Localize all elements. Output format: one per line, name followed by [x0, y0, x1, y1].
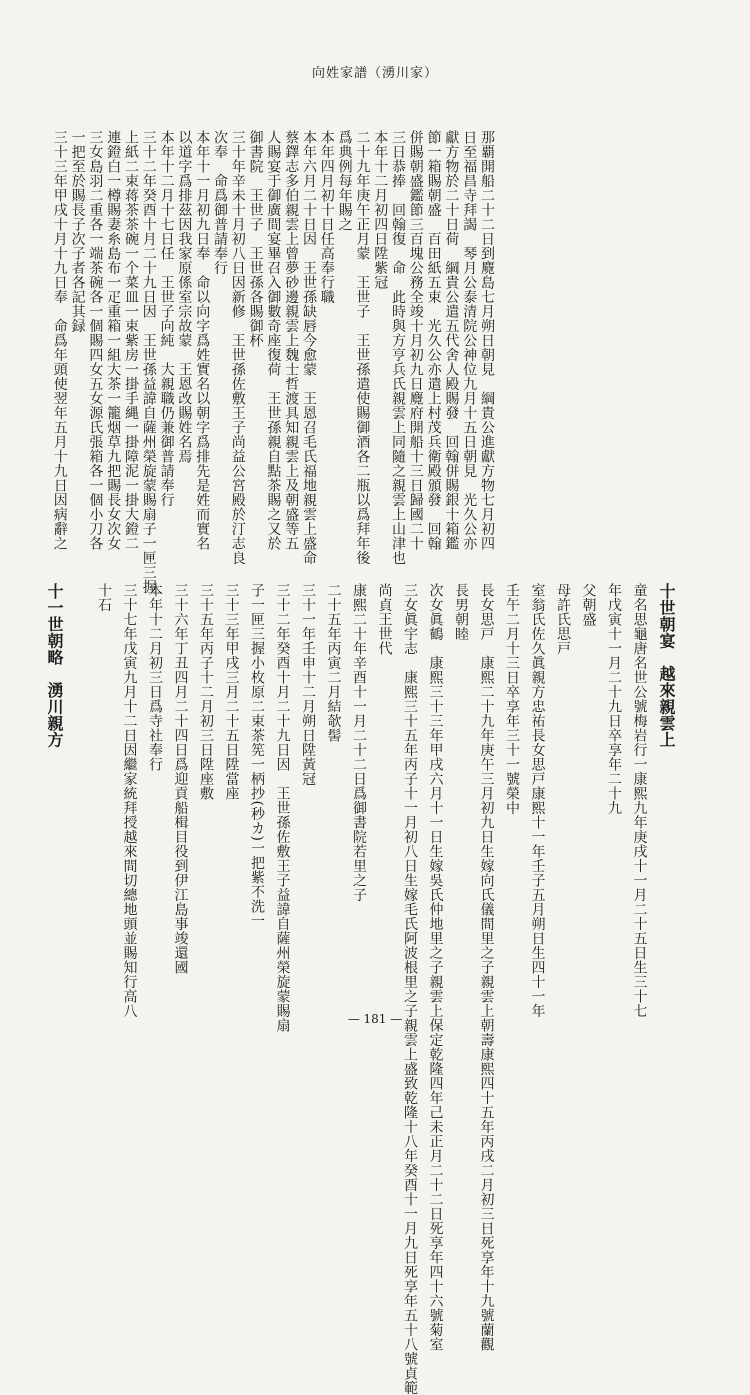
text-column: 童名思龜唐名世公號梅岩行一康熙九年庚戌十一月二十五日生三十七	[631, 583, 648, 1018]
text-column: 本年四月初十日任高奉行職	[318, 130, 335, 304]
text-column: 三十年辛未十月初八日因新修 王世孫佐敷王子尚益公宮殿於汀志良	[229, 130, 246, 565]
text-column: 長女思戸 康熙二十九年庚午三月初九日生嫁向氏儀間里之子親雲上朝壽康熙四十五年丙戌二月初三日死享年十九號蘭觀	[478, 583, 495, 1352]
text-column: 壬午二月十三日卒享年三十一號榮中	[504, 583, 520, 815]
page-header: 向姓家譜（湧川家）	[311, 66, 438, 81]
text-column: 本年十一月初九日奉 命以向字爲姓實名以朝字爲排先是姓而實名	[194, 130, 211, 551]
text-column: 獻方物於二十日荷 綱貴公遣五代舍人殿賜發 回翰併賜銀十箱鑑	[443, 130, 460, 551]
text-column: 二十九年庚午正月蒙 王世子 王世孫遣使賜御酒各二瓶以爲拜年後	[354, 130, 371, 565]
text-column: 本年十二月初三日爲寺社奉行	[147, 583, 163, 772]
text-column: 十一世朝略 湧川親方	[45, 583, 64, 748]
text-column: 一把至於賜長子次子者各記其録	[69, 130, 86, 333]
text-column: 三十六年丁丑四月二十四日爲迎貢船楫目役到伊江島事竣還國	[172, 583, 189, 975]
text-column: 三十二年癸酉十月二十九日因 王世孫益諱自薩州榮旋蒙賜扇子一匣三握	[140, 130, 157, 594]
text-column: 御書院 王世子 王世孫各賜御杯	[247, 130, 264, 348]
text-column: 三日恭捧 回翰復 命 此時與方亨兵氏親雲上同隨之親雲上山津也	[390, 130, 406, 565]
text-column: 連鐙白一樽賜妻糸島布一疋重箱一組大茶一籠烟草九把賜長女次女	[105, 130, 122, 551]
text-column: 以道字爲排茲因我家原係室宗故蒙 王恩改賜姓名焉	[176, 130, 193, 464]
text-column: 三十五年丙子十二月初三日陞座敷	[198, 583, 214, 801]
text-column: 蔡鐸志多伯親雲上曾夢砂邊親雲上魏士哲渡具知親雲上及朝盛等五	[283, 130, 300, 551]
text-column: 爲典例每年賜之	[336, 130, 353, 232]
text-column: 尚貞王世代	[376, 583, 393, 656]
text-column: 日至福昌寺拜謁 琴月公泰清院公神位九月十五日朝見 光久公亦	[461, 130, 478, 551]
text-column: 三女眞宇志 康熙三十五年丙子十一月初八日生嫁毛氏阿波根里之子親雲上盛致乾隆十八年癸酉十一月九日死享年五十八號貞範	[402, 583, 418, 1395]
text-column: 十世朝宴 越來親雲上	[657, 583, 676, 748]
text-column: 二十五年丙寅二月結欹髻	[325, 583, 342, 743]
text-column: 三十三年甲戌十月十九日奉 命爲年頭使翌年五月十九日因病辭之	[51, 130, 68, 551]
text-column: 三十七年戊寅九月十二日因繼家統拜授越來間切總地頭並賜知行高八	[121, 583, 138, 1018]
text-column: 長男朝睦	[453, 583, 469, 641]
text-column: 併賜朝盛鑑節三百塊公務全竣十月初九日麑府開船十三日歸國二十	[407, 130, 424, 551]
text-column: 十石	[96, 583, 112, 612]
text-column: 年戊寅十一月二十九日卒享年二十九	[606, 583, 622, 815]
text-column: 母許氏思戸	[555, 583, 571, 656]
text-column: 三十三年甲戌三月二十五日陞當座	[223, 583, 240, 801]
text-column: 本年十二月初四日陞紫冠	[372, 130, 389, 290]
text-column: 次奉 命爲御普請奉行	[212, 130, 228, 275]
text-column: 人賜宴于御廣間宴畢召入御數奇座復荷 王世孫親自點茶賜之又於	[265, 130, 282, 551]
text-column: 父朝盛	[580, 583, 597, 627]
text-column: 本年六月二十日因 王世孫缺唇今愈蒙 王恩召毛氏福地親雲上盛命	[301, 130, 317, 565]
text-column: 三十二年癸酉十月二十九日因 王世孫佐敷王子益諱自薩州榮旋蒙賜扇	[274, 583, 291, 1033]
text-column: 康熙二十年辛酉十一月二十二日爲御書院若里之子	[351, 583, 367, 902]
text-column: 子一匣三握小枚原二束茶筅一柄抄(秒カ)一把紫不洗一	[249, 583, 265, 929]
text-column: 室翁氏佐久眞親方忠祐長女思戸康熙十一年壬子五月朔日生四十一年	[529, 583, 546, 1018]
text-column: 節一箱賜朝盛 百田紙五束 光久公亦遣上村茂兵衛殿頒發 回翰	[425, 130, 442, 551]
text-column: 三十一年壬申十二月朔日陞黃冠	[300, 583, 316, 786]
text-column: 三女島羽二重各一端茶碗各一個賜四女五女源氏張箱各一個小刀各	[87, 130, 104, 551]
text-column: 那覇開船二十二日到麑島七月朔日朝見 綱貴公進獻方物七月初四	[479, 130, 495, 551]
page-number: — 181 —	[347, 1012, 403, 1026]
text-column: 本年十二月十七日任 王世子向純 大親職仍兼御普請奉行	[158, 130, 175, 507]
text-column: 上紙二束蒋茶茶碗一个菜皿一束紫房一掛手縄一掛障泥一掛大鐙二	[123, 130, 139, 551]
text-column: 次女眞鶴 康熙三十三年甲戌六月十一日生嫁吳氏仲地里之子親雲上保定乾隆四年己未正月二十二日死享年四十六號菊室	[427, 583, 444, 1352]
